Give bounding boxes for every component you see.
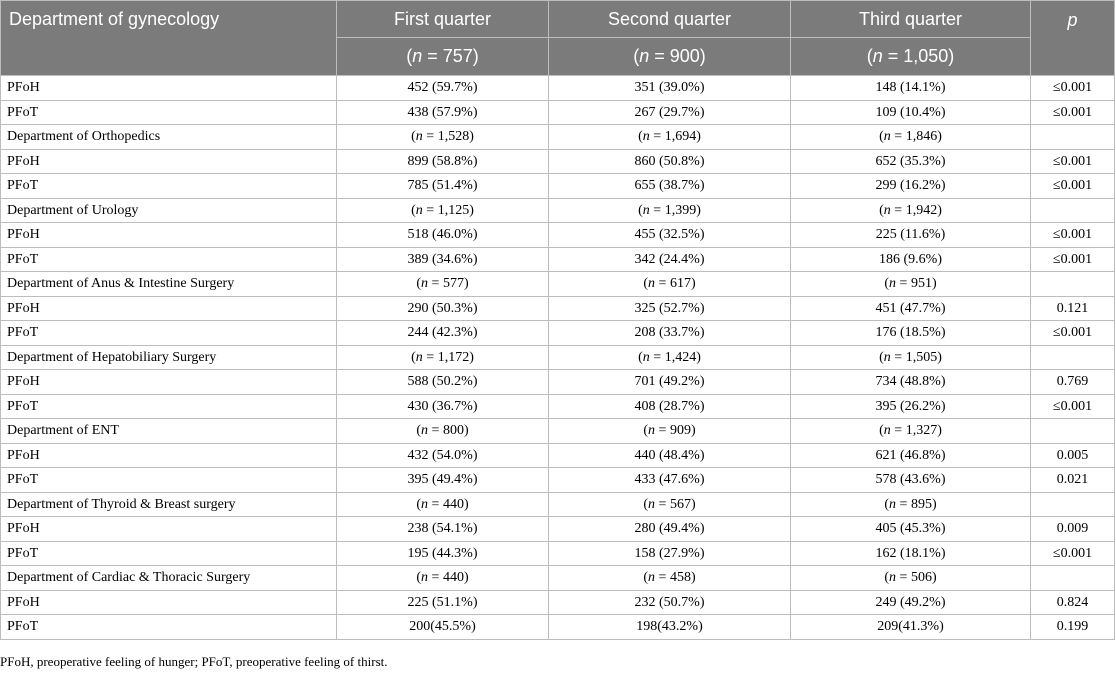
count-cell: 109 (10.4%) (791, 100, 1031, 125)
count-cell: 225 (11.6%) (791, 223, 1031, 248)
p-value-cell-empty (1031, 125, 1115, 150)
count-cell: 209(41.3%) (791, 615, 1031, 640)
count-cell: 195 (44.3%) (337, 541, 549, 566)
department-label: Department of Orthopedics (1, 125, 337, 150)
table-row (1, 223, 1115, 248)
n-value: 1,172 (437, 349, 470, 365)
count-cell: 162 (18.1%) (791, 541, 1031, 566)
sample-size-cell: (n = 1,846) (791, 125, 1031, 150)
n-value: 900 (669, 46, 700, 66)
n-symbol: n (648, 496, 656, 512)
n-value: 951 (910, 276, 932, 292)
table-footnote: PFoH, preoperative feeling of hunger; PFoT, preoperative feeling of thirst. (0, 654, 388, 669)
count-cell: 351 (39.0%) (549, 76, 791, 101)
count-cell: 238 (54.1%) (337, 517, 549, 542)
count-cell: 290 (50.3%) (337, 296, 549, 321)
department-row (1, 198, 1115, 223)
count-cell: 280 (49.4%) (549, 517, 791, 542)
p-value-cell-empty (1031, 345, 1115, 370)
table-body (1, 76, 1115, 640)
n-value: 800 (442, 423, 464, 439)
department-label: Department of ENT (1, 419, 337, 444)
p-value-cell: 0.021 (1031, 468, 1115, 493)
count-cell: 438 (57.9%) (337, 100, 549, 125)
count-cell: 432 (54.0%) (337, 443, 549, 468)
table-row (1, 468, 1115, 493)
measure-label: PFoH (1, 149, 337, 174)
table-row (1, 76, 1115, 101)
sample-size-cell: (n = 440) (337, 566, 549, 591)
sample-size-cell: (n = 577) (337, 272, 549, 297)
count-cell: 734 (48.8%) (791, 370, 1031, 395)
table-row (1, 541, 1115, 566)
department-row (1, 345, 1115, 370)
department-label: Department of Thyroid & Breast surgery (1, 492, 337, 517)
count-cell: 430 (36.7%) (337, 394, 549, 419)
n-symbol: n (889, 570, 897, 586)
n-symbol: n (648, 423, 656, 439)
n-symbol: n (421, 276, 429, 292)
department-label: Department of Cardiac & Thoracic Surgery (1, 566, 337, 591)
p-value-cell: 0.199 (1031, 615, 1115, 640)
sample-size-cell: (n = 1,172) (337, 345, 549, 370)
sample-size-cell: (n = 1,505) (791, 345, 1031, 370)
n-value: 1,846 (905, 129, 938, 145)
count-cell: 225 (51.1%) (337, 590, 549, 615)
table-row (1, 443, 1115, 468)
p-value-cell-empty (1031, 198, 1115, 223)
count-cell: 405 (45.3%) (791, 517, 1031, 542)
n-symbol: n (889, 276, 897, 292)
count-cell: 395 (26.2%) (791, 394, 1031, 419)
department-label: Department of Anus & Intestine Surgery (1, 272, 337, 297)
measure-label: PFoT (1, 321, 337, 346)
n-value: 1,125 (437, 202, 470, 218)
department-row (1, 125, 1115, 150)
header-p-value: p (1031, 1, 1115, 76)
measure-label: PFoT (1, 100, 337, 125)
count-cell: 158 (27.9%) (549, 541, 791, 566)
department-row (1, 566, 1115, 591)
p-value-cell: 0.824 (1031, 590, 1115, 615)
count-cell: 451 (47.7%) (791, 296, 1031, 321)
table-row (1, 321, 1115, 346)
count-cell: 299 (16.2%) (791, 174, 1031, 199)
n-value: 440 (442, 496, 464, 512)
n-value: 440 (442, 570, 464, 586)
count-cell: 578 (43.6%) (791, 468, 1031, 493)
count-cell: 588 (50.2%) (337, 370, 549, 395)
count-cell: 325 (52.7%) (549, 296, 791, 321)
sample-size-cell: (n = 1,942) (791, 198, 1031, 223)
table-row (1, 247, 1115, 272)
department-row (1, 272, 1115, 297)
n-value: 1,327 (905, 423, 938, 439)
count-cell: 452 (59.7%) (337, 76, 549, 101)
n-value: 1,399 (664, 202, 697, 218)
n-symbol: n (421, 496, 429, 512)
n-symbol: n (415, 129, 423, 145)
header-n-first: (n = 757) (337, 38, 549, 76)
table-row (1, 370, 1115, 395)
count-cell: 701 (49.2%) (549, 370, 791, 395)
n-value: 909 (669, 423, 691, 439)
table-row (1, 615, 1115, 640)
p-value-cell: ≤0.001 (1031, 100, 1115, 125)
measure-label: PFoT (1, 541, 337, 566)
sample-size-cell: (n = 440) (337, 492, 549, 517)
n-value: 1,424 (664, 349, 697, 365)
n-symbol: n (415, 349, 423, 365)
p-value-cell: ≤0.001 (1031, 394, 1115, 419)
sample-size-cell: (n = 1,694) (549, 125, 791, 150)
p-value-cell-empty (1031, 492, 1115, 517)
sample-size-cell: (n = 567) (549, 492, 791, 517)
n-symbol: n (642, 349, 650, 365)
p-value-cell: ≤0.001 (1031, 149, 1115, 174)
n-value: 617 (669, 276, 691, 292)
count-cell: 899 (58.8%) (337, 149, 549, 174)
sample-size-cell: (n = 458) (549, 566, 791, 591)
count-cell: 621 (46.8%) (791, 443, 1031, 468)
p-value-cell: ≤0.001 (1031, 541, 1115, 566)
p-value-cell-empty (1031, 419, 1115, 444)
sample-size-cell: (n = 951) (791, 272, 1031, 297)
table-header (1, 1, 1115, 76)
count-cell: 389 (34.6%) (337, 247, 549, 272)
count-cell: 860 (50.8%) (549, 149, 791, 174)
count-cell: 148 (14.1%) (791, 76, 1031, 101)
n-value: 1,942 (905, 202, 938, 218)
header-n-third: (n = 1,050) (791, 38, 1031, 76)
count-cell: 200(45.5%) (337, 615, 549, 640)
sample-size-cell: (n = 895) (791, 492, 1031, 517)
measure-label: PFoT (1, 394, 337, 419)
n-symbol: n (883, 423, 891, 439)
table-row (1, 590, 1115, 615)
n-value: 895 (910, 496, 932, 512)
count-cell: 655 (38.7%) (549, 174, 791, 199)
sample-size-cell: (n = 1,399) (549, 198, 791, 223)
table-row (1, 296, 1115, 321)
n-value: 506 (910, 570, 932, 586)
n-symbol: n (415, 202, 423, 218)
n-symbol: n (872, 46, 883, 66)
count-cell: 176 (18.5%) (791, 321, 1031, 346)
n-value: 577 (442, 276, 464, 292)
count-cell: 652 (35.3%) (791, 149, 1031, 174)
measure-label: PFoH (1, 223, 337, 248)
n-symbol: n (421, 423, 429, 439)
count-cell: 208 (33.7%) (549, 321, 791, 346)
header-second-quarter: Second quarter (549, 1, 791, 38)
n-value: 757 (442, 46, 473, 66)
measure-label: PFoT (1, 468, 337, 493)
header-department-gynecology: Department of gynecology (1, 1, 337, 76)
sample-size-cell: (n = 1,528) (337, 125, 549, 150)
count-cell: 198(43.2%) (549, 615, 791, 640)
n-symbol: n (648, 276, 656, 292)
n-symbol: n (639, 46, 650, 66)
sample-size-cell: (n = 1,125) (337, 198, 549, 223)
p-value-cell-empty (1031, 566, 1115, 591)
sample-size-cell: (n = 800) (337, 419, 549, 444)
n-symbol: n (421, 570, 429, 586)
table-row (1, 394, 1115, 419)
p-value-cell-empty (1031, 272, 1115, 297)
n-symbol: n (883, 129, 891, 145)
header-third-quarter: Third quarter (791, 1, 1031, 38)
p-value-cell: 0.769 (1031, 370, 1115, 395)
sample-size-cell: (n = 1,424) (549, 345, 791, 370)
n-symbol: n (642, 129, 650, 145)
measure-label: PFoH (1, 517, 337, 542)
p-value-cell: 0.121 (1031, 296, 1115, 321)
measure-label: PFoH (1, 443, 337, 468)
n-symbol: n (642, 202, 650, 218)
department-row (1, 492, 1115, 517)
p-value-cell: 0.005 (1031, 443, 1115, 468)
count-cell: 518 (46.0%) (337, 223, 549, 248)
p-value-cell: ≤0.001 (1031, 174, 1115, 199)
count-cell: 395 (49.4%) (337, 468, 549, 493)
count-cell: 249 (49.2%) (791, 590, 1031, 615)
measure-label: PFoH (1, 296, 337, 321)
table-row (1, 174, 1115, 199)
n-value: 1,528 (437, 129, 470, 145)
count-cell: 440 (48.4%) (549, 443, 791, 468)
n-value: 567 (669, 496, 691, 512)
department-label: Department of Urology (1, 198, 337, 223)
n-value: 1,505 (905, 349, 938, 365)
measure-label: PFoT (1, 615, 337, 640)
sample-size-cell: (n = 1,327) (791, 419, 1031, 444)
department-row (1, 419, 1115, 444)
n-symbol: n (889, 496, 897, 512)
n-value: 1,694 (664, 129, 697, 145)
header-n-second: (n = 900) (549, 38, 791, 76)
measure-label: PFoH (1, 76, 337, 101)
n-symbol: n (412, 46, 423, 66)
count-cell: 408 (28.7%) (549, 394, 791, 419)
header-first-quarter: First quarter (337, 1, 549, 38)
table-row (1, 149, 1115, 174)
count-cell: 244 (42.3%) (337, 321, 549, 346)
p-value-cell: 0.009 (1031, 517, 1115, 542)
n-symbol: n (883, 202, 891, 218)
measure-label: PFoT (1, 174, 337, 199)
sample-size-cell: (n = 617) (549, 272, 791, 297)
p-value-cell: ≤0.001 (1031, 76, 1115, 101)
measure-label: PFoH (1, 590, 337, 615)
table-row (1, 517, 1115, 542)
count-cell: 342 (24.4%) (549, 247, 791, 272)
n-value: 458 (669, 570, 691, 586)
count-cell: 785 (51.4%) (337, 174, 549, 199)
p-value-cell: ≤0.001 (1031, 247, 1115, 272)
p-value-cell: ≤0.001 (1031, 321, 1115, 346)
count-cell: 186 (9.6%) (791, 247, 1031, 272)
sample-size-cell: (n = 506) (791, 566, 1031, 591)
department-label: Department of Hepatobiliary Surgery (1, 345, 337, 370)
table-row (1, 100, 1115, 125)
n-symbol: n (648, 570, 656, 586)
count-cell: 232 (50.7%) (549, 590, 791, 615)
measure-label: PFoT (1, 247, 337, 272)
measure-label: PFoH (1, 370, 337, 395)
count-cell: 433 (47.6%) (549, 468, 791, 493)
n-value: 1,050 (903, 46, 949, 66)
count-cell: 455 (32.5%) (549, 223, 791, 248)
sample-size-cell: (n = 909) (549, 419, 791, 444)
n-symbol: n (883, 349, 891, 365)
p-value-cell: ≤0.001 (1031, 223, 1115, 248)
count-cell: 267 (29.7%) (549, 100, 791, 125)
